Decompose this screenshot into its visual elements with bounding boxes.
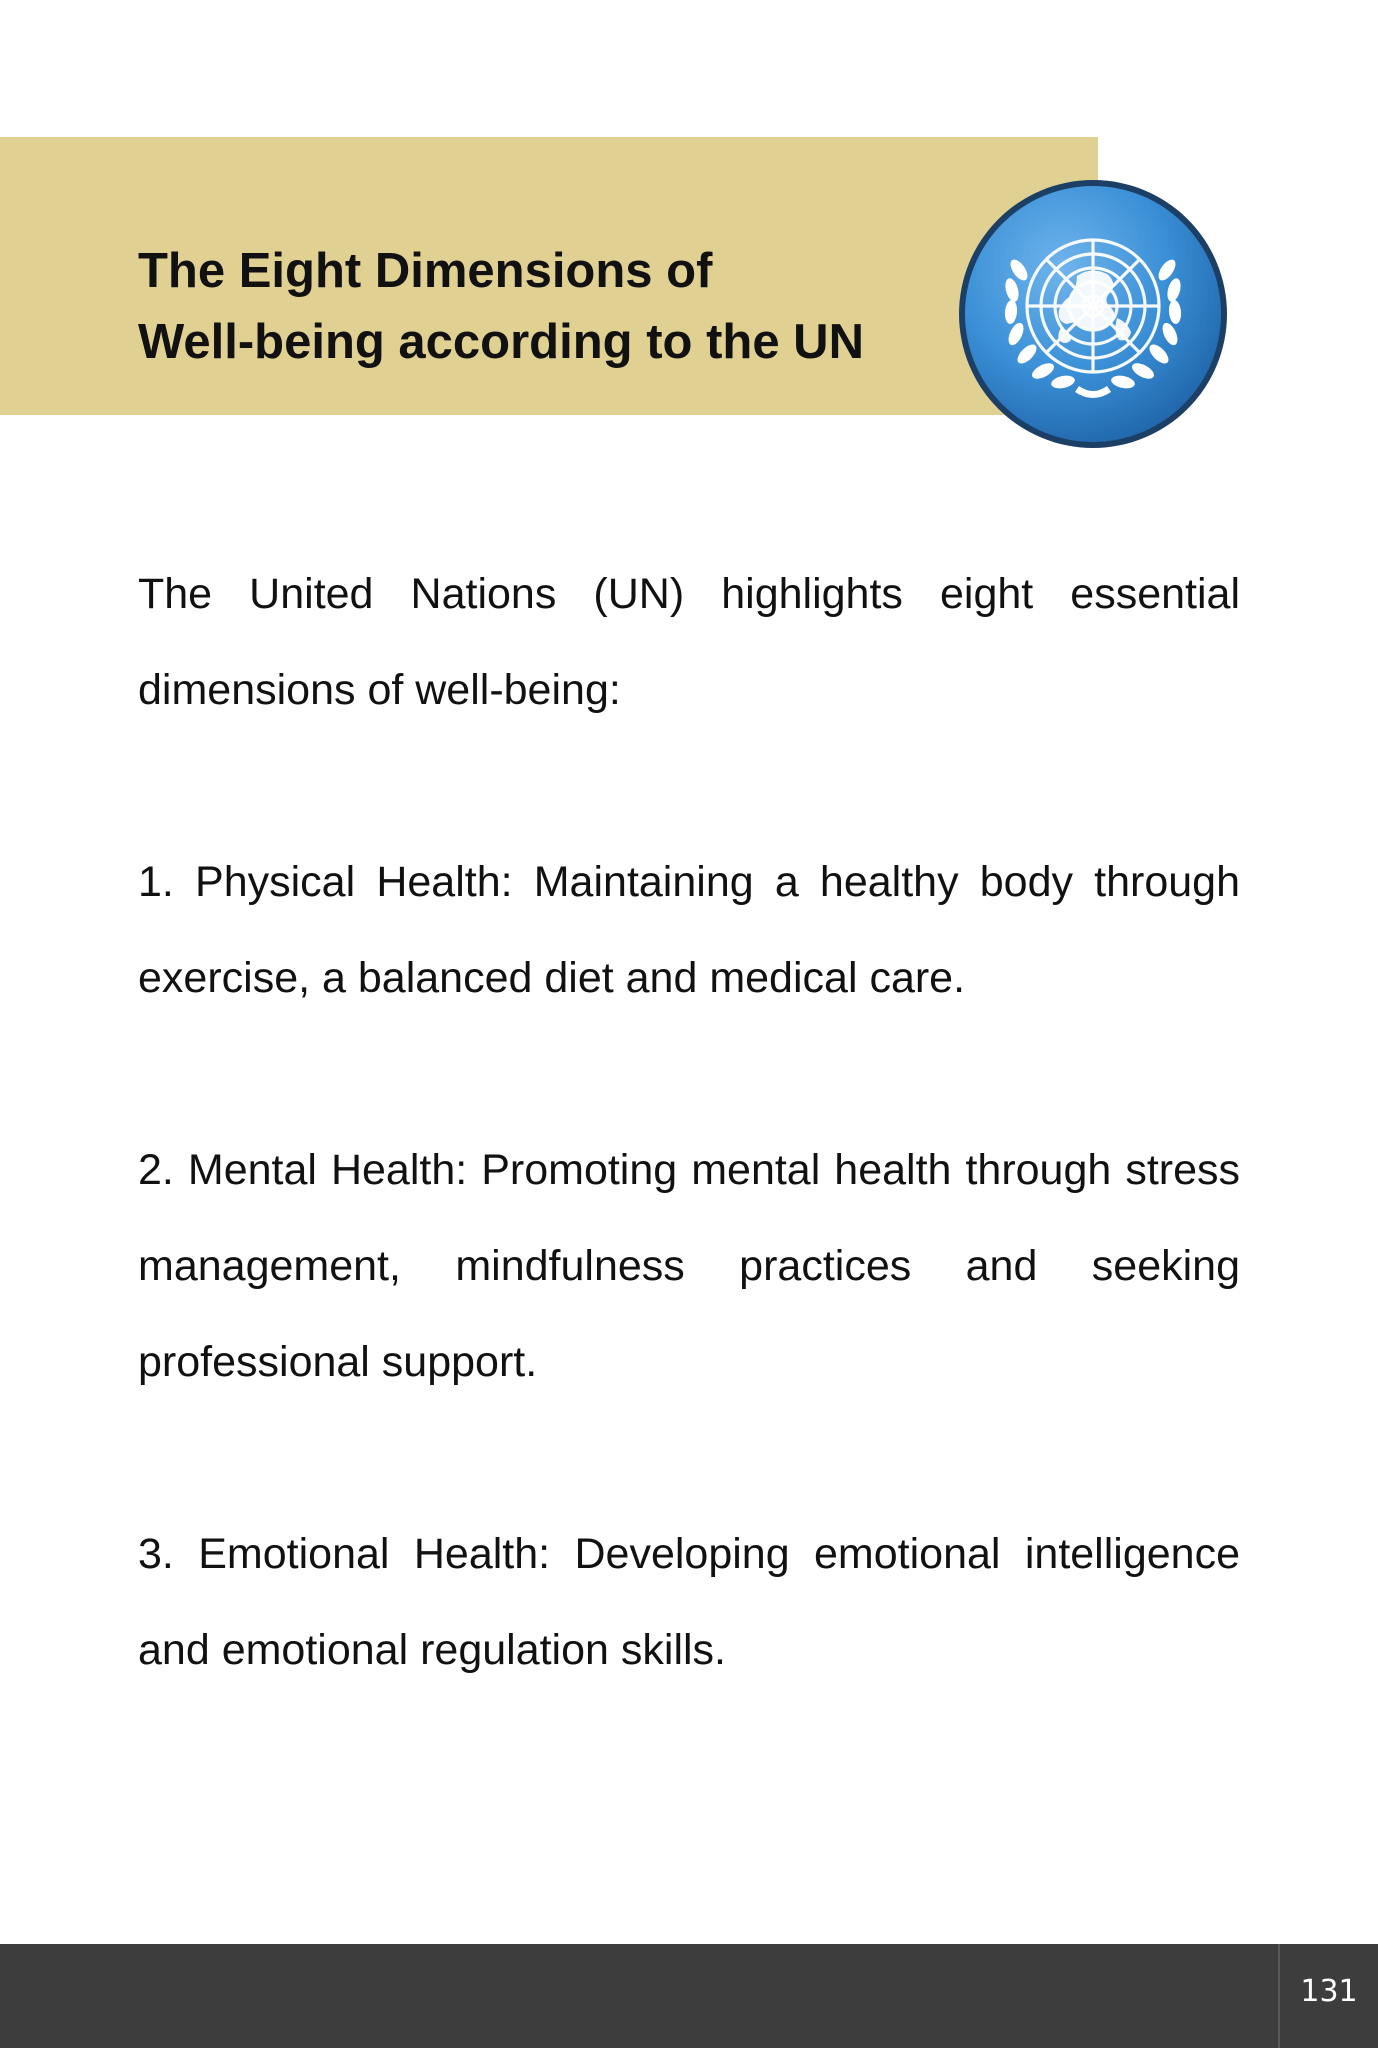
intro-paragraph: The United Nations (UN) highlights eight essential dimensions of well-being:: [138, 570, 1240, 714]
page-number: 131: [1300, 1974, 1358, 2009]
page-title-line-2: Well-being according to the UN: [138, 315, 864, 369]
list-item-emotional-health: 3. Emotional Health: Developing emotional intelligence and emotional regulation skills.: [138, 1530, 1240, 1674]
page-title: [138, 236, 864, 378]
list-item-physical-health: 1. Physical Health: Maintaining a healthy body through exercise, a balanced diet and medical care.: [138, 858, 1240, 1002]
un-emblem-icon: [957, 178, 1229, 450]
list-item-mental-health: 2. Mental Health: Promoting mental health through stress management, mindfulness practices and seeking professional support.: [138, 1146, 1240, 1386]
page-title-line-1: The Eight Dimensions of: [138, 244, 713, 298]
body-content: [138, 546, 1240, 1698]
footer-bar: [0, 1944, 1378, 2048]
